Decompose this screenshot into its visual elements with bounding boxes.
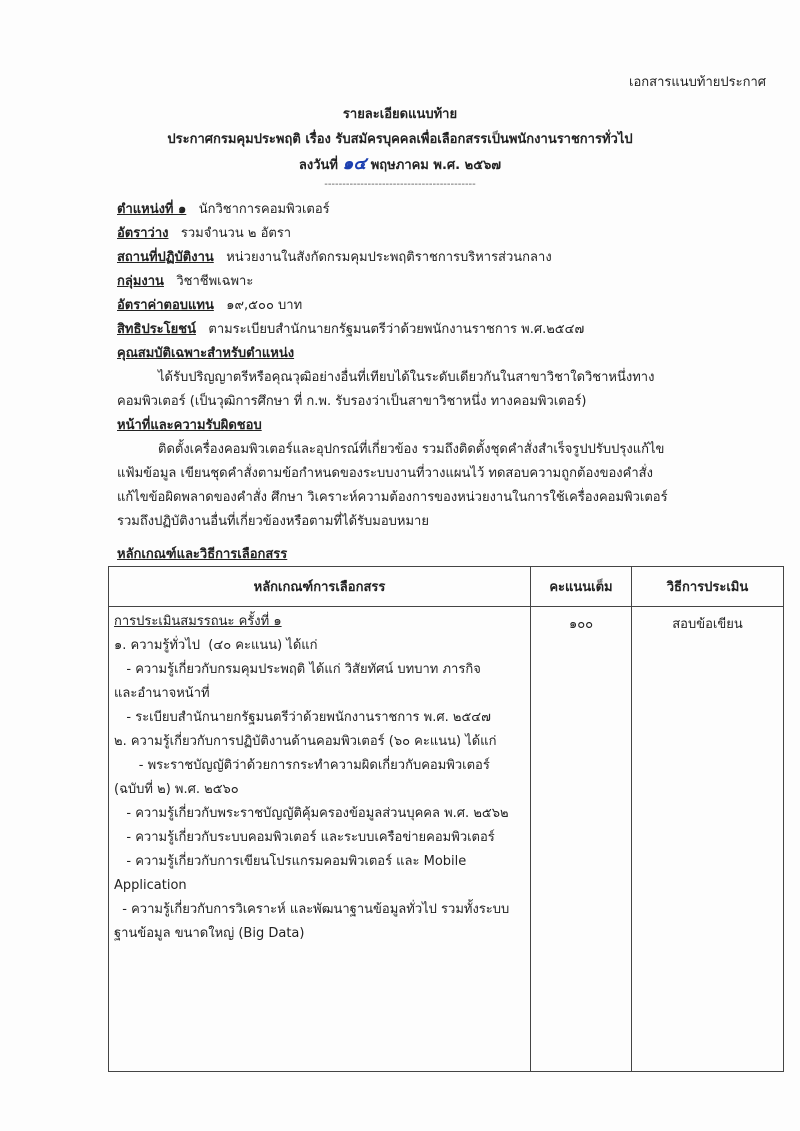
criteria-line: - พระราชบัญญัติว่าด้วยการกระทำความผิดเกี่ยวกับคอมพิวเตอร์ [114, 758, 490, 773]
field-value: ตามระเบียบสำนักนายกรัฐมนตรีว่าด้วยพนักงานราชการ พ.ศ.๒๕๔๗ [208, 322, 585, 337]
qualifications-line: ได้รับปริญญาตรีหรือคุณวุฒิอย่างอื่นที่เทียบได้ในระดับเดียวกันในสาขาวิชาใดวิชาหนึ่งทาง [158, 370, 655, 385]
criteria-line: ฐานข้อมูล ขนาดใหญ่ (Big Data) [114, 926, 305, 941]
duties-heading: หน้าที่และความรับผิดชอบ [117, 418, 262, 433]
field-value: รวมจำนวน ๒ อัตรา [180, 226, 292, 241]
criteria-line: - ความรู้เกี่ยวกับกรมคุมประพฤติ ได้แก่ วิสัยทัศน์ บทบาท ภารกิจ [114, 662, 481, 677]
criteria-line: ๒. ความรู้เกี่ยวกับการปฏิบัติงานด้านคอมพิวเตอร์ (๖๐ คะแนน) ได้แก่ [114, 734, 497, 749]
field-row [117, 272, 253, 292]
criteria-line: - ความรู้เกี่ยวกับระบบคอมพิวเตอร์ และระบบเครือข่ายคอมพิวเตอร์ [114, 830, 495, 845]
field-label: อัตราค่าตอบแทน [117, 298, 214, 313]
column-header-method: วิธีการประเมิน [632, 567, 784, 607]
handwritten-day: ๑๔ [342, 154, 367, 174]
title-line-1: รายละเอียดแนบท้าย [342, 107, 458, 122]
field-row [117, 320, 584, 340]
table-row [109, 607, 784, 1072]
field-label: สถานที่ปฏิบัติงาน [117, 250, 214, 265]
full-score-cell: ๑๐๐ [531, 607, 632, 1072]
duties-line: แก้ไขข้อผิดพลาดของคำสั่ง ศึกษา วิเคราะห์ความต้องการของหน่วยงานในการใช้เครื่องคอมพิวเตอร์ [117, 490, 668, 505]
field-row [117, 224, 291, 244]
field-value: นักวิชาการคอมพิวเตอร์ [198, 202, 330, 217]
criteria-line: - ความรู้เกี่ยวกับการเขียนโปรแกรมคอมพิวเตอร์ และ Mobile [114, 854, 467, 869]
field-label: สิทธิประโยชน์ [117, 322, 196, 337]
qualifications-line: คอมพิวเตอร์ (เป็นวุฒิการศึกษา ที่ ก.พ. รับรองว่าเป็นสาขาวิชาหนึ่ง ทางคอมพิวเตอร์) [117, 394, 587, 409]
duties-line: ติดตั้งเครื่องคอมพิวเตอร์และอุปกรณ์ที่เกี่ยวข้อง รวมถึงติดตั้งชุดคำสั่งสำเร็จรูปปรับปรุงแก้ไข [158, 442, 665, 457]
field-row [117, 296, 302, 316]
criteria-line: Application [114, 878, 187, 893]
criteria-table [108, 566, 784, 1072]
title-date [0, 154, 800, 176]
field-value: หน่วยงานในสังกัดกรมคุมประพฤติราชการบริหารส่วนกลาง [226, 250, 552, 265]
section-title: การประเมินสมรรถนะ ครั้งที่ ๑ [114, 614, 282, 629]
method-cell: สอบข้อเขียน [632, 607, 784, 1072]
duties-line: รวมถึงปฏิบัติงานอื่นที่เกี่ยวข้องหรือตามที่ได้รับมอบหมาย [117, 514, 429, 529]
criteria-line: - ความรู้เกี่ยวกับพระราชบัญญัติคุ้มครองข้อมูลส่วนบุคคล พ.ศ. ๒๕๖๒ [114, 806, 509, 821]
criteria-line: (ฉบับที่ ๒) พ.ศ. ๒๕๖๐ [114, 782, 239, 797]
criteria-cell [110, 608, 529, 1070]
column-header-full-score: คะแนนเต็ม [531, 567, 632, 607]
separator: ------------------------------------------ [324, 179, 476, 190]
criteria-heading: หลักเกณฑ์และวิธีการเลือกสรร [117, 547, 288, 562]
field-row [117, 200, 330, 220]
field-label: ตำแหน่งที่ ๑ [117, 202, 187, 217]
date-rest: พฤษภาคม พ.ศ. ๒๕๖๗ [370, 158, 502, 173]
column-header-criteria: หลักเกณฑ์การเลือกสรร [109, 567, 531, 607]
date-prefix: ลงวันที่ [298, 158, 338, 173]
field-value: ๑๙,๕๐๐ บาท [226, 298, 303, 313]
title-line-2: ประกาศกรมคุมประพฤติ เรื่อง รับสมัครบุคคลเพื่อเลือกสรรเป็นพนักงานราชการทั่วไป [167, 132, 633, 147]
criteria-line: - ความรู้เกี่ยวกับการวิเคราะห์ และพัฒนาฐานข้อมูลทั่วไป รวมทั้งระบบ [114, 902, 510, 917]
field-label: กลุ่มงาน [117, 274, 164, 289]
criteria-line: - ระเบียบสำนักนายกรัฐมนตรีว่าด้วยพนักงานราชการ พ.ศ. ๒๕๔๗ [114, 710, 491, 725]
header-note: เอกสารแนบท้ายประกาศ [629, 75, 766, 90]
field-label: อัตราว่าง [117, 226, 169, 241]
table-header-row [109, 567, 784, 607]
criteria-line: และอำนาจหน้าที่ [114, 686, 210, 701]
field-row [117, 248, 552, 268]
duties-line: แฟ้มข้อมูล เขียนชุดคำสั่งตามข้อกำหนดของระบบงานที่วางแผนไว้ ทดสอบความถูกต้องของคำสั่ง [117, 466, 653, 481]
criteria-line: ๑. ความรู้ทั่วไป (๔๐ คะแนน) ได้แก่ [114, 638, 318, 653]
qualifications-heading: คุณสมบัติเฉพาะสำหรับตำแหน่ง [117, 346, 295, 361]
field-value: วิชาชีพเฉพาะ [176, 274, 254, 289]
